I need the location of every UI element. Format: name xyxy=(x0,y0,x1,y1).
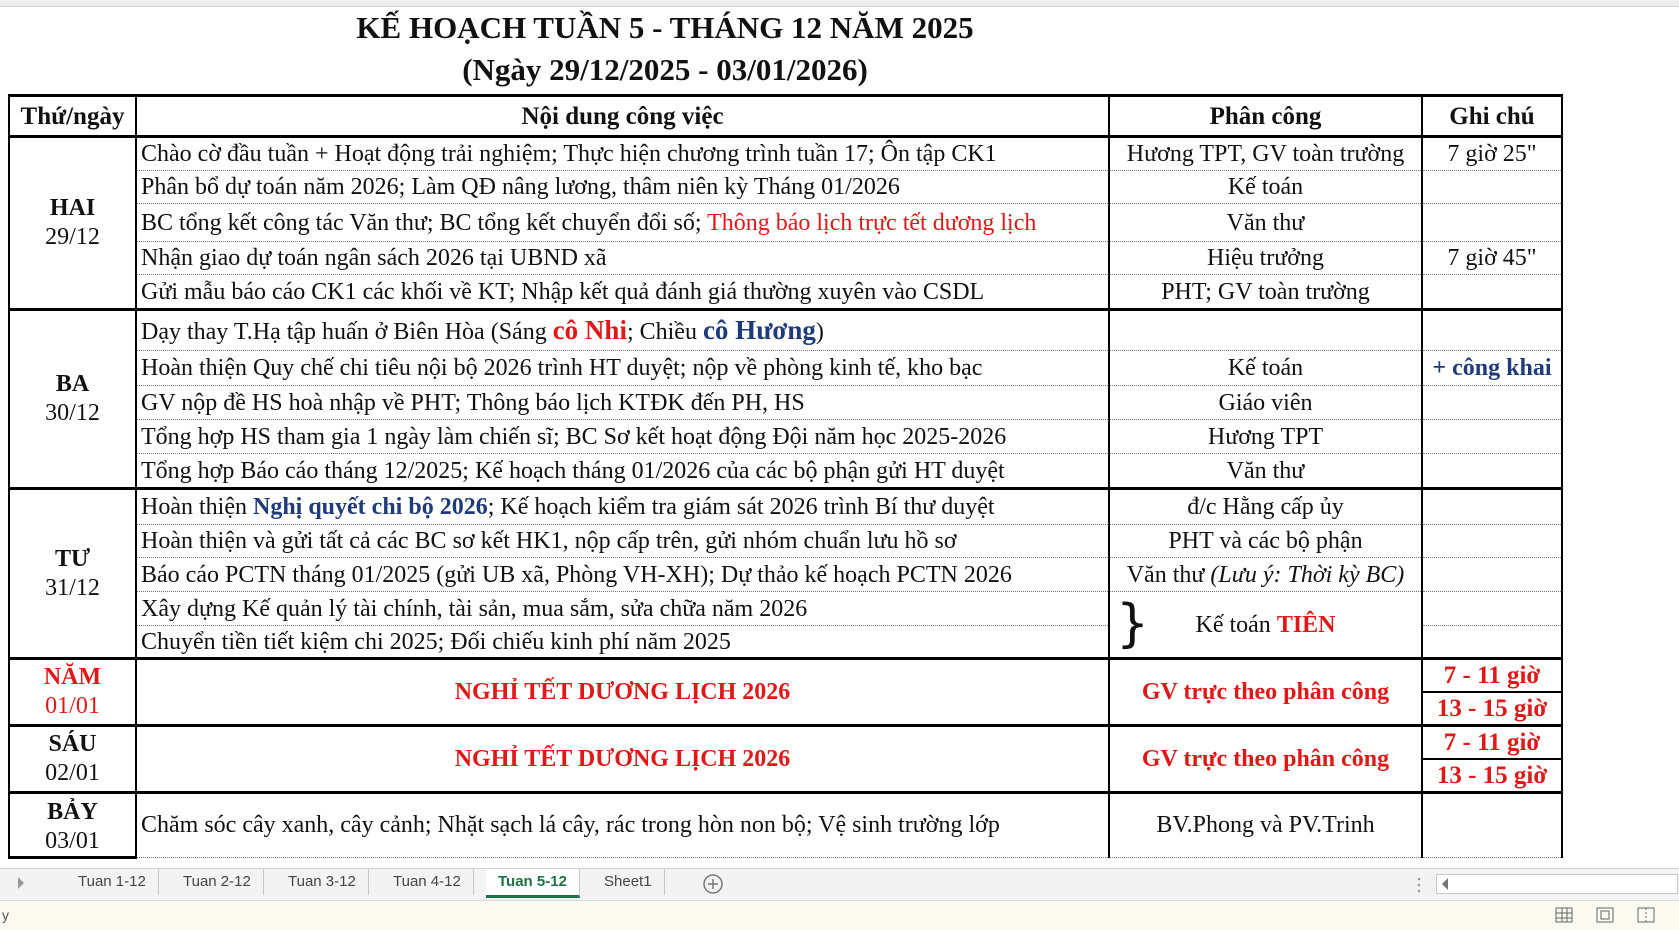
table-row xyxy=(9,386,1562,420)
sheet-tab-6[interactable]: Sheet1 xyxy=(592,869,665,895)
table-row xyxy=(9,420,1562,454)
assign-remark: (Lưu ý: Thời kỳ BC) xyxy=(1210,561,1405,588)
content-cell[interactable]: Chào cờ đầu tuần + Hoạt động trải nghiệm; Thực hiện chương trình tuần 17; Ôn tập CK1 xyxy=(136,137,1109,171)
table-row xyxy=(9,793,1562,858)
day-date: 31/12 xyxy=(45,574,100,601)
content-cell[interactable]: GV nộp đề HS hoà nhập về PHT; Thông báo lịch KTĐK đến PH, HS xyxy=(136,386,1109,420)
page-break-icon[interactable] xyxy=(1637,907,1655,923)
table-row xyxy=(9,659,1562,726)
table-header-row xyxy=(9,96,1562,137)
content-highlight: Nghị quyết chi bộ 2026 xyxy=(252,494,488,520)
day-name: BẢY xyxy=(47,799,98,825)
table-row xyxy=(9,525,1562,558)
table-row xyxy=(9,310,1562,351)
day-cell-ba[interactable] xyxy=(9,310,136,489)
duty-time-afternoon: 13 - 15 giờ xyxy=(1436,762,1548,789)
content-cell[interactable] xyxy=(136,204,1109,242)
day-name: TƯ xyxy=(54,545,91,572)
note-cell[interactable] xyxy=(1422,525,1562,558)
assign-cell[interactable]: BV.Phong và PV.Trinh xyxy=(1109,793,1422,858)
assign-cell[interactable] xyxy=(1109,310,1422,351)
table-row xyxy=(9,454,1562,489)
content-cell[interactable]: Nhận giao dự toán ngân sách 2026 tại UBND xã xyxy=(136,242,1109,275)
note-cell[interactable] xyxy=(1422,659,1562,726)
sheet-tab-2[interactable]: Tuan 2-12 xyxy=(171,869,264,895)
assign-cell[interactable]: Kế toán xyxy=(1109,351,1422,386)
note-cell[interactable] xyxy=(1422,793,1562,858)
sheet-tab-active[interactable]: Tuan 5-12 xyxy=(486,869,580,898)
content-cell[interactable]: Chuyển tiền tiết kiệm chi 2025; Đối chiếu kinh phí năm 2025 xyxy=(136,626,1109,659)
assign-cell[interactable]: đ/c Hằng cấp ủy xyxy=(1109,489,1422,525)
assign-cell[interactable]: Văn thư xyxy=(1109,454,1422,489)
day-name: SÁU xyxy=(48,731,97,758)
scroll-left-icon[interactable] xyxy=(1441,878,1449,890)
content-cell[interactable] xyxy=(136,310,1109,351)
note-cell[interactable] xyxy=(1422,386,1562,420)
note-cell[interactable] xyxy=(1422,489,1562,525)
assign-text: Kế toán xyxy=(1195,611,1277,638)
assign-cell[interactable]: Hương TPT xyxy=(1109,420,1422,454)
horizontal-scrollbar[interactable] xyxy=(1436,874,1678,894)
assign-cell[interactable]: PHT và các bộ phận xyxy=(1109,525,1422,558)
content-cell[interactable]: Báo cáo PCTN tháng 01/2025 (gửi UB xã, Phòng VH-XH); Dự thảo kế hoạch PCTN 2026 xyxy=(136,558,1109,592)
table-row xyxy=(9,171,1562,204)
weekly-plan-table xyxy=(8,94,1563,859)
assign-cell[interactable]: Hương TPT, GV toàn trường xyxy=(1109,137,1422,171)
content-text: ; Kế hoạch kiểm tra giám sát 2026 trình Bí thư duyệt xyxy=(487,494,995,520)
content-text: ) xyxy=(815,319,824,345)
sheet-tab-3[interactable]: Tuan 3-12 xyxy=(276,869,369,895)
note-cell[interactable] xyxy=(1422,558,1562,592)
note-cell[interactable] xyxy=(1422,626,1562,659)
assign-cell[interactable]: Kế toán xyxy=(1109,171,1422,204)
assign-cell[interactable]: Văn thư xyxy=(1109,204,1422,242)
content-text: BC tổng kết công tác Văn thư; BC tổng kết chuyển đổi số; xyxy=(141,209,708,236)
sheet-tab-bar xyxy=(0,868,1679,901)
day-name: HAI xyxy=(49,195,96,222)
status-text: y xyxy=(2,907,9,923)
note-cell[interactable] xyxy=(1422,171,1562,204)
header-day[interactable]: Thứ/ngày xyxy=(9,96,136,137)
note-cell[interactable]: 7 giờ 25" xyxy=(1422,137,1562,171)
status-bar xyxy=(0,900,1679,930)
table-row xyxy=(9,726,1562,793)
day-date: 01/01 xyxy=(45,693,100,719)
day-cell-nam[interactable] xyxy=(9,659,136,726)
day-date: 02/01 xyxy=(45,760,100,786)
content-cell[interactable]: Tổng hợp HS tham gia 1 ngày làm chiến sĩ; BC Sơ kết hoạt động Đội năm học 2025-2026 xyxy=(136,420,1109,454)
header-content[interactable]: Nội dung công việc xyxy=(136,96,1109,137)
content-cell[interactable]: Gửi mẫu báo cáo CK1 các khối về KT; Nhập kết quả đánh giá thường xuyên vào CSDL xyxy=(136,275,1109,310)
day-cell-tu[interactable] xyxy=(9,489,136,659)
duty-time-afternoon: 13 - 15 giờ xyxy=(1436,695,1548,722)
assign-highlight: TIÊN xyxy=(1276,611,1336,638)
table-row xyxy=(9,204,1562,242)
table-row xyxy=(9,242,1562,275)
teacher-afternoon: cô Hương xyxy=(702,315,816,345)
page-title: KẾ HOẠCH TUẦN 5 - THÁNG 12 NĂM 2025 xyxy=(356,10,974,45)
assign-cell-merged[interactable] xyxy=(1109,592,1422,659)
table-row xyxy=(9,489,1562,525)
table-row xyxy=(9,137,1562,171)
note-cell[interactable] xyxy=(1422,454,1562,489)
note-cell[interactable] xyxy=(1422,310,1562,351)
worksheet[interactable] xyxy=(0,6,1679,868)
content-cell[interactable]: Hoàn thiện Quy chế chi tiêu nội bộ 2026 trình HT duyệt; nộp về phòng kinh tế, kho bạc xyxy=(136,351,1109,386)
holiday-cell[interactable]: NGHỈ TẾT DƯƠNG LỊCH 2026 xyxy=(136,659,1109,726)
content-cell[interactable]: Chăm sóc cây xanh, cây cảnh; Nhặt sạch lá cây, rác trong hòn non bộ; Vệ sinh trường lớp xyxy=(136,793,1109,858)
assign-cell[interactable]: Hiệu trưởng xyxy=(1109,242,1422,275)
content-cell[interactable]: Xây dựng Kế quản lý tài chính, tài sản, mua sắm, sửa chữa năm 2026 xyxy=(136,592,1109,626)
note-cell[interactable] xyxy=(1422,726,1562,793)
split-handle-icon[interactable] xyxy=(1416,877,1422,893)
assign-cell[interactable]: PHT; GV toàn trường xyxy=(1109,275,1422,310)
content-cell[interactable]: Phân bổ dự toán năm 2026; Làm QĐ nâng lương, thâm niên kỳ Tháng 01/2026 xyxy=(136,171,1109,204)
note-cell[interactable]: + công khai xyxy=(1422,351,1562,386)
assign-cell[interactable]: GV trực theo phân công xyxy=(1109,659,1422,726)
page-icon[interactable] xyxy=(1596,907,1614,923)
note-cell[interactable] xyxy=(1422,204,1562,242)
assign-cell[interactable] xyxy=(1109,558,1422,592)
plus-circle-icon[interactable] xyxy=(702,873,724,895)
brace-icon: } xyxy=(1116,594,1150,654)
page-subtitle: (Ngày 29/12/2025 - 03/01/2026) xyxy=(462,52,868,87)
table-row xyxy=(9,592,1562,626)
content-cell[interactable]: Hoàn thiện và gửi tất cả các BC sơ kết HK1, nộp cấp trên, gửi nhóm chuẩn lưu hồ sơ xyxy=(136,525,1109,558)
table-row xyxy=(9,351,1562,386)
table-row xyxy=(9,558,1562,592)
day-cell-bay[interactable] xyxy=(9,793,136,858)
day-name: NĂM xyxy=(43,664,102,691)
day-date: 30/12 xyxy=(45,400,100,426)
day-name: BA xyxy=(55,371,90,398)
content-text: Dạy thay T.Hạ tập huấn ở Biên Hòa (Sáng xyxy=(141,319,553,345)
assign-cell[interactable]: Giáo viên xyxy=(1109,386,1422,420)
header-note[interactable]: Ghi chú xyxy=(1422,96,1562,137)
sheet-tab-1[interactable]: Tuan 1-12 xyxy=(66,869,159,895)
note-cell[interactable] xyxy=(1422,420,1562,454)
note-cell[interactable] xyxy=(1422,275,1562,310)
day-date: 29/12 xyxy=(45,224,100,250)
sheet-tab-4[interactable]: Tuan 4-12 xyxy=(381,869,474,895)
header-assign[interactable]: Phân công xyxy=(1109,96,1422,137)
grid-icon[interactable] xyxy=(1555,907,1573,923)
note-cell[interactable]: 7 giờ 45" xyxy=(1422,242,1562,275)
content-text: Hoàn thiện xyxy=(141,494,253,520)
content-text: ; Chiều xyxy=(626,319,703,345)
day-cell-hai[interactable] xyxy=(9,137,136,310)
content-cell[interactable]: Tổng hợp Báo cáo tháng 12/2025; Kế hoạch tháng 01/2026 của các bộ phận gửi HT duyệt xyxy=(136,454,1109,489)
day-date: 03/01 xyxy=(45,827,100,854)
content-highlight: Thông báo lịch trực tết dương lịch xyxy=(707,209,1037,236)
note-cell[interactable] xyxy=(1422,592,1562,626)
content-cell[interactable] xyxy=(136,489,1109,525)
day-cell-sau[interactable] xyxy=(9,726,136,793)
table-row xyxy=(9,275,1562,310)
triangle-left-icon[interactable] xyxy=(16,877,26,889)
holiday-cell[interactable]: NGHỈ TẾT DƯƠNG LỊCH 2026 xyxy=(136,726,1109,793)
duty-time-morning: 7 - 11 giờ xyxy=(1423,727,1561,760)
teacher-morning: cô Nhi xyxy=(552,315,627,345)
assign-cell[interactable]: GV trực theo phân công xyxy=(1109,726,1422,793)
assign-text: Văn thư xyxy=(1126,561,1211,588)
duty-time-morning: 7 - 11 giờ xyxy=(1423,660,1561,693)
